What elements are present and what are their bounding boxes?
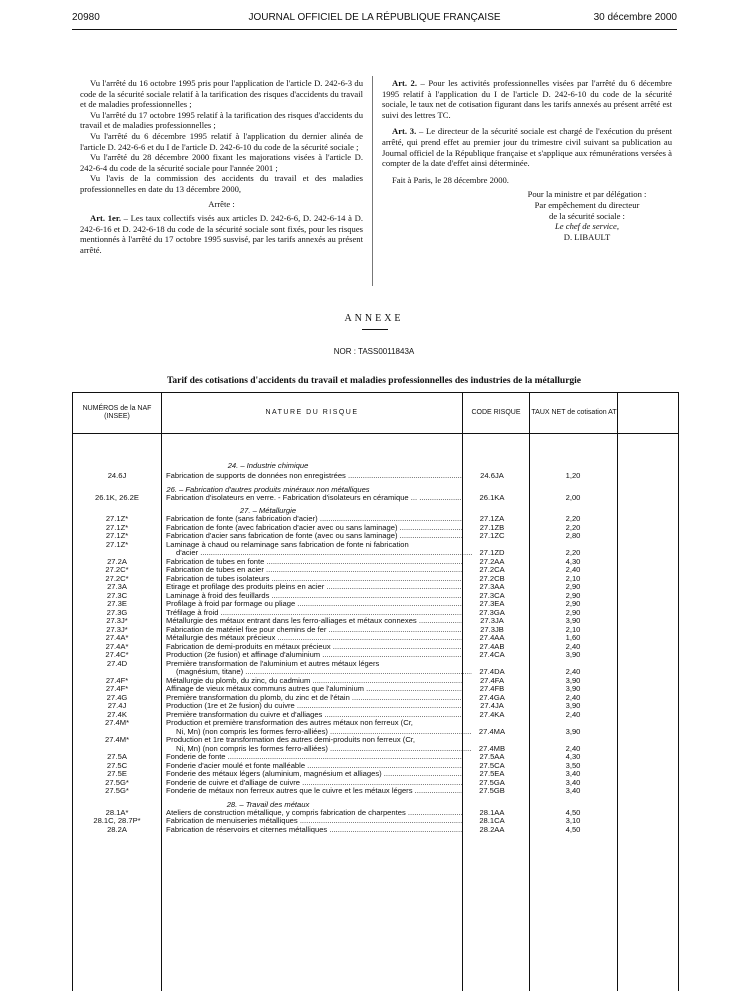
risk-description: Affinage de vieux métaux communs autres que l'aluminium ..... xyxy=(166,684,462,693)
naf-cell: 27.5A xyxy=(107,752,127,761)
risk-description: Production et première transformation des autres métaux non ferreux (Cr, xyxy=(166,718,413,727)
risk-description: Fabrication de matériel fixe pour chemins de fer ..... xyxy=(166,625,462,634)
rate-cell: 2,40 xyxy=(565,565,581,574)
naf-cell: 27.4C* xyxy=(105,650,129,659)
risk-description: Fabrication de supports de données non enregistrées ..... xyxy=(166,471,462,480)
risk-code: 28.2AA xyxy=(479,824,505,834)
rate-cell: 2,10 xyxy=(565,573,581,583)
risk-code: 26.1KA xyxy=(479,492,505,502)
rate-cell: 3,40 xyxy=(565,786,581,795)
rate-cell: 2,40 xyxy=(565,743,581,753)
table-row xyxy=(73,667,678,676)
rate-cell: 2,80 xyxy=(565,531,581,540)
table-row xyxy=(73,744,678,753)
risk-code: 27.1ZC xyxy=(479,531,505,540)
risk-code: 27.4FA xyxy=(479,675,505,685)
table-row xyxy=(73,642,678,651)
naf-cell: 27.3G xyxy=(106,607,128,617)
risk-description: Fonderie des métaux légers (aluminium, magnésium et alliages) ..... xyxy=(166,769,462,778)
article-1-text: – Les taux collectifs visés aux articles D. 242-6-6, D. 242-6-14 à D. 242-6-16 et D. 242-6-18 du code de la sécurité sociale sont fixés, pour les risques mentionnés à l'arrêté du 17 octobre 1995 susvisé, par les tarifs annexés au présent arrêté. xyxy=(80,213,363,255)
rate-cell: 4,30 xyxy=(565,752,581,761)
risk-description: (magnésium, titane) ..... xyxy=(166,667,472,676)
risk-description: Production (1re et 2e fusion) du cuivre ..... xyxy=(166,701,462,710)
rate-cell: 2,00 xyxy=(565,492,581,502)
risk-description: Ni, Mn) (non compris les formes ferro-alliées) ..... xyxy=(166,744,472,753)
section-title: 28. – Travail des métaux xyxy=(226,799,310,809)
table-row xyxy=(73,574,678,583)
naf-cell: 27.5G* xyxy=(105,786,129,795)
table-row xyxy=(73,727,678,736)
rate-cell: 2,40 xyxy=(565,667,581,676)
table-row xyxy=(73,493,678,502)
risk-description: d'acier ..... xyxy=(166,548,472,557)
risk-description: Métallurgie des métaux précieux ..... xyxy=(166,633,462,642)
naf-cell: 27.4J xyxy=(107,701,127,710)
risk-description: Fonderie d'acier moulé et fonte malléable ..... xyxy=(166,761,462,770)
article-2-text: – Pour les activités professionnelles visées par l'arrêté du 6 décembre 1995 relatif à l'application du I de l'article D. 242-6-10 du code de la sécurité sociale, le taux net de cotisation figurant dans les tarifs annexés au présent arrêté est suivi des lettres TC. xyxy=(382,78,672,120)
risk-code: 27.3AA xyxy=(479,582,505,591)
rate-cell: 2,40 xyxy=(565,692,581,702)
rate-cell: 2,20 xyxy=(565,514,581,523)
risk-description: Profilage à froid par formage ou pliage ..... xyxy=(166,599,462,608)
table-row xyxy=(73,523,678,532)
table-body xyxy=(73,461,678,833)
article-3 xyxy=(382,126,672,168)
risk-code: 27.5GB xyxy=(479,786,505,795)
risk-description: Fabrication de réservoirs et citernes métalliques ..... xyxy=(166,825,462,834)
rate-cell: 4,30 xyxy=(565,556,581,566)
risk-code: 27.4MB xyxy=(478,743,506,753)
risk-code: 27.3CA xyxy=(479,590,505,600)
naf-cell: 27.3C xyxy=(106,590,128,600)
risk-code: 27.4AB xyxy=(479,641,505,651)
rate-cell: 3,40 xyxy=(565,777,581,787)
naf-cell: 27.3E xyxy=(107,599,127,608)
risk-code: 27.2CA xyxy=(479,565,505,574)
risk-description: Fabrication de fonte (avec fabrication d'acier avec ou sans laminage) ..... xyxy=(166,523,462,532)
arrete-heading: Arrête : xyxy=(208,198,235,209)
naf-cell: 28.2A xyxy=(107,824,127,834)
naf-cell: 27.4F* xyxy=(105,675,129,685)
header-taux: TAUX NET de cotisation AT xyxy=(531,409,617,416)
article-3-label: Art. 3. xyxy=(392,126,417,137)
risk-code: 27.1ZB xyxy=(479,522,505,532)
naf-cell: 28.1A* xyxy=(105,807,129,817)
naf-cell: 27.4A* xyxy=(105,641,129,651)
naf-cell: 27.4A* xyxy=(105,633,129,642)
table-row xyxy=(73,565,678,574)
signature-line: Pour la ministre et par délégation : xyxy=(527,189,647,200)
issue-date: 30 décembre 2000 xyxy=(593,12,677,23)
risk-code: 27.5AA xyxy=(479,752,505,761)
nor-reference: NOR : TASS0011843A xyxy=(333,347,415,356)
rate-cell: 3,90 xyxy=(565,684,581,693)
section-title: 24. – Industrie chimique xyxy=(227,461,309,470)
risk-code: 27.1ZD xyxy=(479,548,505,557)
risk-code: 27.2AA xyxy=(479,556,505,566)
risk-code: 27.5EA xyxy=(479,769,505,778)
naf-cell: 26.1K, 26.2E xyxy=(95,492,139,502)
rate-cell: 2,90 xyxy=(565,590,581,600)
visa-paragraph: Vu l'arrêté du 28 décembre 2000 fixant les majorations visées à l'article D. 242-6-4 du code de la sécurité sociale pour l'année 2001 ; xyxy=(80,152,363,173)
right-column xyxy=(382,78,672,242)
risk-code: 27.3JA xyxy=(480,616,504,625)
risk-description: Fabrication de tubes en fonte ..... xyxy=(166,557,462,566)
table-row xyxy=(73,710,678,719)
risk-description: Fabrication de tubes en acier ..... xyxy=(166,565,462,574)
rate-cell: 3,90 xyxy=(565,675,581,685)
table-row xyxy=(73,752,678,761)
risk-code: 27.1ZA xyxy=(479,514,505,523)
table-row xyxy=(73,625,678,634)
rate-cell: 2,10 xyxy=(565,624,581,634)
rate-cell: 3,50 xyxy=(565,760,581,770)
signature-line: de la sécurité sociale : xyxy=(549,210,625,221)
page-number: 20980 xyxy=(72,12,100,23)
rate-cell: 4,50 xyxy=(565,824,581,834)
risk-description: Etirage et profilage des produits pleins en acier ..... xyxy=(166,582,462,591)
table-row xyxy=(73,808,678,817)
rate-cell: 3,90 xyxy=(565,616,581,625)
rate-cell: 2,90 xyxy=(565,582,581,591)
risk-description: Métallurgie du plomb, du zinc, du cadmium ..... xyxy=(166,676,462,685)
rate-cell: 2,40 xyxy=(565,641,581,651)
left-column xyxy=(80,78,363,256)
table-row xyxy=(73,676,678,685)
naf-cell: 27.3J* xyxy=(106,624,128,634)
naf-cell: 27.5E xyxy=(107,769,127,778)
visa-paragraph: Vu l'arrêté du 6 décembre 1995 relatif à l'application du dernier alinéa de l'article D. 242-6-6 et du I de l'article D. 242-6-10 du code de la sécurité sociale ; xyxy=(80,130,363,152)
header-naf: NUMÉROS de la NAF (INSEE) xyxy=(82,405,152,420)
column-divider xyxy=(372,76,373,286)
risk-code: 27.4AA xyxy=(479,633,505,642)
rate-cell: 4,50 xyxy=(565,807,581,817)
naf-cell: 27.5C xyxy=(106,760,128,770)
rate-cell: 2,20 xyxy=(565,522,581,532)
risk-description: Métallurgie des métaux entrant dans les ferro-alliages et métaux connexes ..... xyxy=(166,616,462,625)
rate-cell: 3,90 xyxy=(565,650,581,659)
table-row xyxy=(73,531,678,540)
risk-description: Production et 1re transformation des autres demi-produits non ferreux (Cr, xyxy=(166,735,416,744)
table-row xyxy=(73,514,678,523)
rate-cell: 3,40 xyxy=(565,769,581,778)
risk-description: Ni, Mn) (non compris les formes ferro-alliées) ..... xyxy=(166,727,472,736)
table-row xyxy=(73,693,678,702)
section-title: 27. – Métallurgie xyxy=(239,506,297,515)
signatory-name: D. LIBAULT xyxy=(563,231,611,242)
article-3-text: – Le directeur de la sécurité sociale est chargé de l'exécution du présent arrêté, qui prend effet au premier jour du trimestre civil suivant sa publication au Journal officiel de la République française et s'applique aux rémunérations versées à compter de la date d'effet ainsi déterminée. xyxy=(382,126,672,169)
table-row xyxy=(73,548,678,557)
table-row xyxy=(73,761,678,770)
risk-code: 27.4MA xyxy=(478,726,506,736)
risk-description: Fabrication d'isolateurs en verre. - Fabrication d'isolateurs en céramique ... ..... xyxy=(166,493,462,502)
risk-code: 27.4KA xyxy=(479,709,505,719)
article-1 xyxy=(80,213,363,255)
article-2-label: Art. 2. xyxy=(392,78,417,88)
risk-code: 27.5GA xyxy=(479,777,505,787)
signature-line: Par empêchement du directeur xyxy=(534,199,640,210)
header-nature: NATURE DU RISQUE xyxy=(265,409,359,416)
risk-code: 27.4GA xyxy=(479,692,505,702)
risk-code: 27.4CA xyxy=(479,650,505,659)
table-row xyxy=(73,701,678,710)
risk-code: 27.4DA xyxy=(479,667,505,676)
table-row xyxy=(73,786,678,795)
table-row xyxy=(73,608,678,617)
rate-cell: 3,10 xyxy=(565,816,581,825)
section-title: 26. – Fabrication d'autres produits minéraux non métalliques xyxy=(166,484,370,494)
naf-cell: 27.2A xyxy=(107,556,127,566)
rate-cell: 2,90 xyxy=(565,599,581,608)
header-code: CODE RISQUE xyxy=(471,409,521,416)
table-row xyxy=(73,471,678,480)
risk-code: 27.4JA xyxy=(480,701,504,710)
naf-cell: 27.1Z* xyxy=(105,514,129,523)
naf-cell: 27.2C* xyxy=(105,565,129,574)
header-rule xyxy=(73,433,678,434)
risk-description: Laminage à chaud ou relaminage sans fabrication de fonte ni fabrication xyxy=(166,539,409,549)
article-1-label: Art. 1er. xyxy=(90,213,121,224)
table-row xyxy=(73,735,678,744)
page-header xyxy=(72,12,677,26)
article-2 xyxy=(382,78,672,120)
risk-description: Production (2e fusion) et affinage d'aluminium ..... xyxy=(166,650,462,659)
signature-block xyxy=(382,189,672,242)
table-row xyxy=(73,599,678,608)
risk-description: Fabrication de demi-produits en métaux précieux ..... xyxy=(166,642,462,651)
table-row xyxy=(73,778,678,787)
risk-description: Première transformation du plomb, du zinc et de l'étain ..... xyxy=(166,693,462,702)
risk-code: 28.1CA xyxy=(479,816,505,825)
rate-cell: 2,90 xyxy=(565,607,581,617)
naf-cell: 27.1Z* xyxy=(105,522,129,532)
naf-cell: 27.1Z* xyxy=(105,531,129,540)
risk-code: 27.3JB xyxy=(480,624,504,634)
risk-code: 27.4FB xyxy=(479,684,505,693)
risk-description: Première transformation de l'aluminium et autres métaux légers xyxy=(166,658,380,668)
naf-cell: 27.3J* xyxy=(106,616,128,625)
tariff-table xyxy=(72,392,679,991)
risk-description: Fabrication d'acier sans fabrication de fonte (avec ou sans laminage) ..... xyxy=(166,531,462,540)
rate-cell: 3,90 xyxy=(565,701,581,710)
risk-description: Fonderie de fonte ..... xyxy=(166,752,462,761)
naf-cell: 27.4D xyxy=(106,658,128,668)
visa-paragraph: Vu l'arrêté du 17 octobre 1995 relatif à la tarification des risques d'accidents du travail et de maladies professionnelles ; xyxy=(80,109,363,131)
table-row xyxy=(73,718,678,727)
risk-description: Fonderie de métaux non ferreux autres que le cuivre et les métaux légers ..... xyxy=(166,786,462,795)
table-row xyxy=(73,816,678,825)
naf-cell: 27.5G* xyxy=(105,777,129,787)
risk-description: Fabrication de tubes isolateurs ..... xyxy=(166,574,462,583)
naf-cell: 24.6J xyxy=(107,471,127,480)
risk-code: 27.3GA xyxy=(479,607,505,617)
rate-cell: 1,20 xyxy=(565,471,581,480)
table-title: Tarif des cotisations d'accidents du travail et maladies professionnelles des industries de la métallurgie xyxy=(166,376,582,386)
table-row xyxy=(73,659,678,668)
risk-description: Fonderie de cuivre et d'alliage de cuivre ..... xyxy=(166,778,462,787)
table-row xyxy=(73,591,678,600)
risk-code: 27.5CA xyxy=(479,760,505,770)
rate-cell: 2,40 xyxy=(565,709,581,719)
risk-code: 28.1AA xyxy=(479,807,505,817)
table-row xyxy=(73,633,678,642)
risk-description: Fabrication de fonte (sans fabrication d'acier) ..... xyxy=(166,514,462,523)
risk-code: 24.6JA xyxy=(480,471,504,480)
table-row xyxy=(73,825,678,834)
risk-description: Ateliers de construction métallique, y compris fabrication de charpentes ..... xyxy=(166,808,462,817)
risk-description: Laminage à froid des feuillards ..... xyxy=(166,591,462,600)
risk-code: 27.2CB xyxy=(479,573,505,583)
visa-paragraph: Vu l'avis de la commission des accidents du travail et des maladies professionnelles en date du 13 décembre 2000, xyxy=(80,173,363,194)
risk-description: Fabrication de menuiseries métalliques ..... xyxy=(166,816,462,825)
journal-title: JOURNAL OFFICIEL DE LA RÉPUBLIQUE FRANÇAISE xyxy=(248,12,501,23)
naf-cell: 27.4K xyxy=(107,709,127,719)
naf-cell: 27.1Z* xyxy=(105,539,129,549)
naf-cell: 27.4G xyxy=(106,692,128,702)
naf-cell: 27.4F* xyxy=(105,684,129,693)
table-row xyxy=(73,557,678,566)
visa-paragraph: Vu l'arrêté du 16 octobre 1995 pris pour l'application de l'article D. 242-6-3 du code de la sécurité sociale relatif à la tarification des risques d'accidents du travail et de maladies professionnelles ; xyxy=(80,78,363,110)
naf-cell: 27.3A xyxy=(107,582,127,591)
header-rule xyxy=(72,29,677,30)
risk-code: 27.3EA xyxy=(479,599,505,608)
naf-cell: 28.1C, 28.7P* xyxy=(93,816,141,825)
table-row xyxy=(73,684,678,693)
table-row xyxy=(73,582,678,591)
rate-cell: 3,90 xyxy=(565,726,581,736)
risk-description: Première transformation du cuivre et d'alliages ..... xyxy=(166,710,462,719)
naf-cell: 27.4M* xyxy=(104,718,130,727)
fait-a-paris: Fait à Paris, le 28 décembre 2000. xyxy=(392,174,509,185)
table-row xyxy=(73,540,678,549)
rate-cell: 2,20 xyxy=(565,548,581,557)
table-row xyxy=(73,616,678,625)
naf-cell: 27.2C* xyxy=(105,573,129,583)
risk-description: Tréfilage à froid ..... xyxy=(166,608,462,617)
annexe-rule xyxy=(362,329,388,330)
rate-cell: 1,60 xyxy=(565,633,581,642)
naf-cell: 27.4M* xyxy=(104,735,130,744)
annexe-title: ANNEXE xyxy=(344,313,404,324)
table-row xyxy=(73,769,678,778)
signature-line: Le chef de service, xyxy=(555,221,619,232)
table-row xyxy=(73,650,678,659)
